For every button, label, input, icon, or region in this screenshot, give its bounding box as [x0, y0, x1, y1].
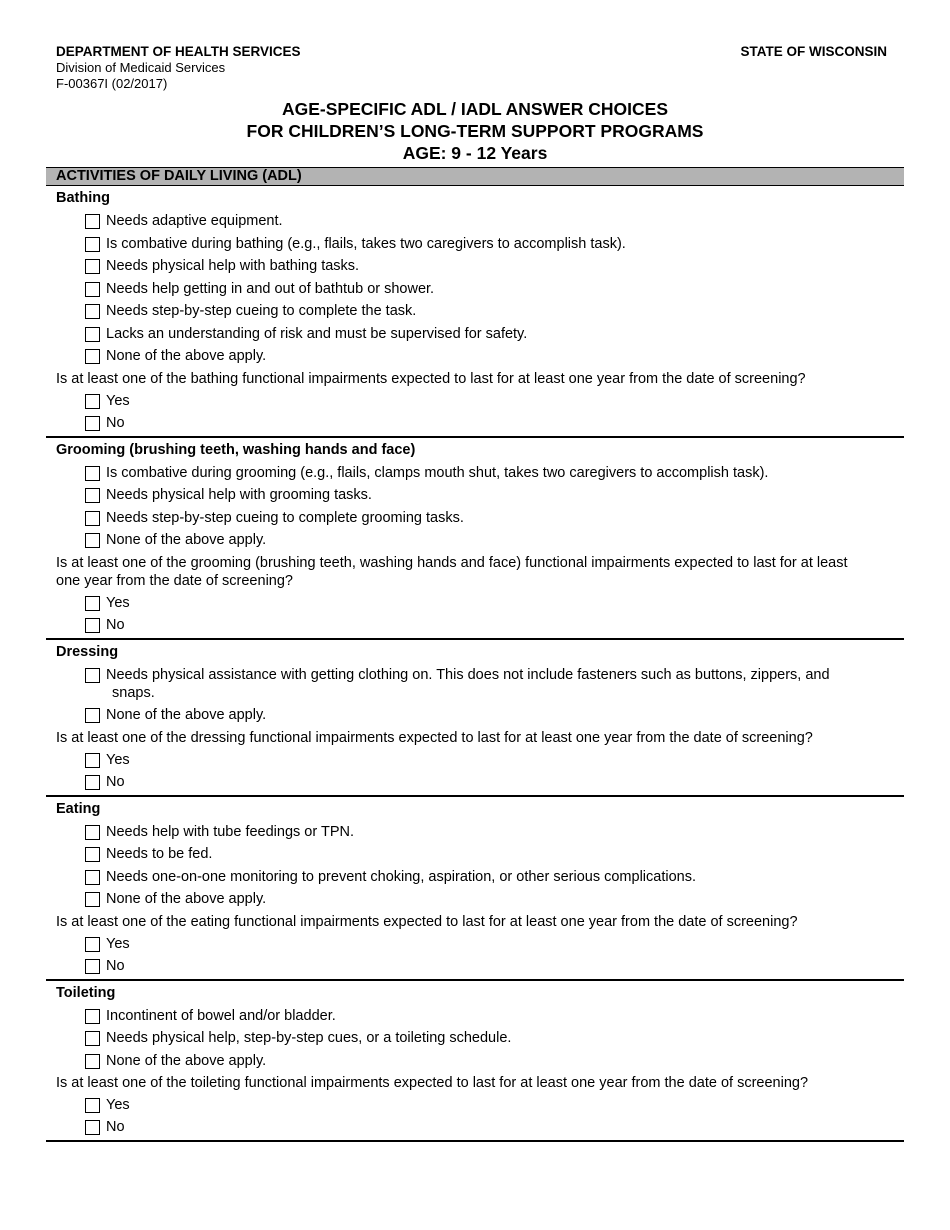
checkbox[interactable]	[85, 937, 100, 952]
option-label: Incontinent of bowel and/or bladder.	[106, 1007, 336, 1024]
checkbox[interactable]	[85, 596, 100, 611]
checkbox[interactable]	[85, 1031, 100, 1046]
form-header-left	[56, 44, 301, 92]
checkbox[interactable]	[85, 511, 100, 526]
option-label: Needs one-on-one monitoring to prevent choking, aspiration, or other serious complications.	[106, 868, 696, 885]
duration-question: Is at least one of the eating functional impairments expected to last for at least one year from the date of screening?	[56, 913, 798, 930]
title-line-3: AGE: 9 - 12 Years	[402, 143, 548, 163]
section-bathing	[46, 186, 904, 438]
option-row[interactable]	[46, 212, 904, 230]
section-dressing	[46, 640, 904, 797]
section-grooming	[46, 438, 904, 640]
checkbox[interactable]	[85, 416, 100, 431]
option-label: None of the above apply.	[106, 532, 267, 548]
checkbox[interactable]	[85, 304, 100, 319]
option-row[interactable]	[46, 280, 904, 298]
adl-section-header: ACTIVITIES OF DAILY LIVING (ADL)	[46, 167, 904, 186]
checkbox[interactable]	[85, 466, 100, 481]
option-row[interactable]	[46, 325, 904, 343]
duration-question: Is at least one of the bathing functional impairments expected to last for at least one year from the date of screening?	[56, 370, 806, 387]
option-label: None of the above apply.	[106, 891, 267, 907]
checkbox[interactable]	[85, 1098, 100, 1113]
form-id: F-00367I (02/2017)	[56, 76, 168, 91]
option-row[interactable]	[46, 666, 904, 702]
checkbox[interactable]	[85, 708, 100, 723]
option-row[interactable]	[46, 531, 904, 549]
checkbox[interactable]	[85, 753, 100, 768]
section-toileting	[46, 981, 904, 1143]
checkbox[interactable]	[85, 349, 100, 364]
checkbox[interactable]	[85, 1120, 100, 1135]
option-label: Yes	[106, 1097, 130, 1113]
option-label-line-2: snaps.	[112, 684, 155, 701]
checkbox[interactable]	[85, 870, 100, 885]
section-eating	[46, 797, 904, 981]
option-label: Lacks an understanding of risk and must be supervised for safety.	[106, 325, 528, 342]
option-label: Needs help getting in and out of bathtub or shower.	[106, 280, 435, 297]
option-label	[106, 666, 850, 702]
checkbox[interactable]	[85, 237, 100, 252]
page-title	[0, 98, 950, 164]
yes-option[interactable]	[46, 392, 904, 410]
option-label: Is combative during bathing (e.g., flails, takes two caregivers to accomplish task).	[106, 235, 626, 252]
section-title: Bathing	[56, 190, 110, 206]
yes-option[interactable]	[46, 935, 904, 953]
checkbox[interactable]	[85, 668, 100, 683]
option-row[interactable]	[46, 823, 904, 841]
option-label: Needs step-by-step cueing to complete the task.	[106, 303, 417, 319]
option-label: Needs step-by-step cueing to complete grooming tasks.	[106, 509, 464, 526]
option-label: No	[106, 773, 125, 790]
checkbox[interactable]	[85, 847, 100, 862]
option-label: No	[106, 957, 125, 974]
title-line-2: FOR CHILDREN’S LONG-TERM SUPPORT PROGRAMS	[246, 121, 704, 141]
no-option[interactable]	[46, 414, 904, 432]
checkbox[interactable]	[85, 394, 100, 409]
option-label: None of the above apply.	[106, 348, 267, 364]
yes-option[interactable]	[46, 751, 904, 769]
option-label: No	[106, 1119, 125, 1135]
checkbox[interactable]	[85, 327, 100, 342]
no-option[interactable]	[46, 616, 904, 634]
option-row[interactable]	[46, 868, 904, 886]
option-label: Is combative during grooming (e.g., flails, clamps mouth shut, takes two caregivers to accomplish task).	[106, 464, 769, 481]
option-row[interactable]	[46, 1029, 904, 1047]
checkbox[interactable]	[85, 1009, 100, 1024]
option-row[interactable]	[46, 890, 904, 908]
option-label: Needs help with tube feedings or TPN.	[106, 823, 354, 840]
option-label: None of the above apply.	[106, 1052, 267, 1069]
option-label: No	[106, 616, 125, 633]
title-line-1: AGE-SPECIFIC ADL / IADL ANSWER CHOICES	[282, 99, 668, 119]
checkbox[interactable]	[85, 959, 100, 974]
no-option[interactable]	[46, 957, 904, 975]
section-title: Eating	[56, 800, 101, 817]
section-title: Dressing	[56, 643, 119, 660]
option-label: Needs to be fed.	[106, 846, 213, 862]
checkbox[interactable]	[85, 825, 100, 840]
section-title: Toileting	[56, 984, 116, 1001]
option-row[interactable]	[46, 845, 904, 863]
option-label: Yes	[106, 935, 130, 952]
section-title: Grooming (brushing teeth, washing hands and face)	[56, 441, 416, 458]
option-row[interactable]	[46, 1007, 904, 1025]
duration-question: Is at least one of the toileting functional impairments expected to last for at least one year from the date of screening?	[56, 1075, 809, 1091]
checkbox[interactable]	[85, 488, 100, 503]
checkbox[interactable]	[85, 259, 100, 274]
checkbox[interactable]	[85, 892, 100, 907]
yes-option[interactable]	[46, 594, 904, 612]
option-label: None of the above apply.	[106, 707, 267, 723]
adl-form	[46, 167, 904, 1142]
option-row[interactable]	[46, 706, 904, 724]
checkbox[interactable]	[85, 282, 100, 297]
division-name: Division of Medicaid Services	[56, 60, 226, 75]
option-row[interactable]	[46, 509, 904, 527]
option-label: Yes	[106, 594, 130, 611]
option-row[interactable]	[46, 1052, 904, 1070]
checkbox[interactable]	[85, 618, 100, 633]
checkbox[interactable]	[85, 1054, 100, 1069]
checkbox[interactable]	[85, 533, 100, 548]
option-label-line-1: Needs physical assistance with getting clothing on. This does not include fasteners such as buttons, zippers, and	[106, 666, 830, 683]
duration-question: Is at least one of the grooming (brushing teeth, washing hands and face) functional impairments expected to last for at least one year from the date of screening?	[56, 554, 848, 589]
option-label: Needs physical help, step-by-step cues, or a toileting schedule.	[106, 1030, 512, 1046]
option-row[interactable]	[46, 464, 904, 482]
option-label: No	[106, 414, 125, 431]
department-name: DEPARTMENT OF HEALTH SERVICES	[56, 44, 301, 59]
checkbox[interactable]	[85, 775, 100, 790]
yes-option[interactable]	[46, 1096, 904, 1114]
duration-question: Is at least one of the dressing functional impairments expected to last for at least one year from the date of screening?	[56, 729, 813, 746]
option-label: Needs physical help with grooming tasks.	[106, 487, 372, 503]
option-row[interactable]	[46, 347, 904, 365]
option-label: Yes	[106, 751, 130, 768]
no-option[interactable]	[46, 1118, 904, 1136]
state-name: STATE OF WISCONSIN	[740, 44, 887, 59]
option-label: Needs physical help with bathing tasks.	[106, 258, 360, 274]
option-label: Yes	[106, 392, 130, 409]
option-row[interactable]	[46, 257, 904, 275]
option-row[interactable]	[46, 486, 904, 504]
option-row[interactable]	[46, 302, 904, 320]
checkbox[interactable]	[85, 214, 100, 229]
option-label: Needs adaptive equipment.	[106, 213, 283, 229]
no-option[interactable]	[46, 773, 904, 791]
option-row[interactable]	[46, 235, 904, 253]
